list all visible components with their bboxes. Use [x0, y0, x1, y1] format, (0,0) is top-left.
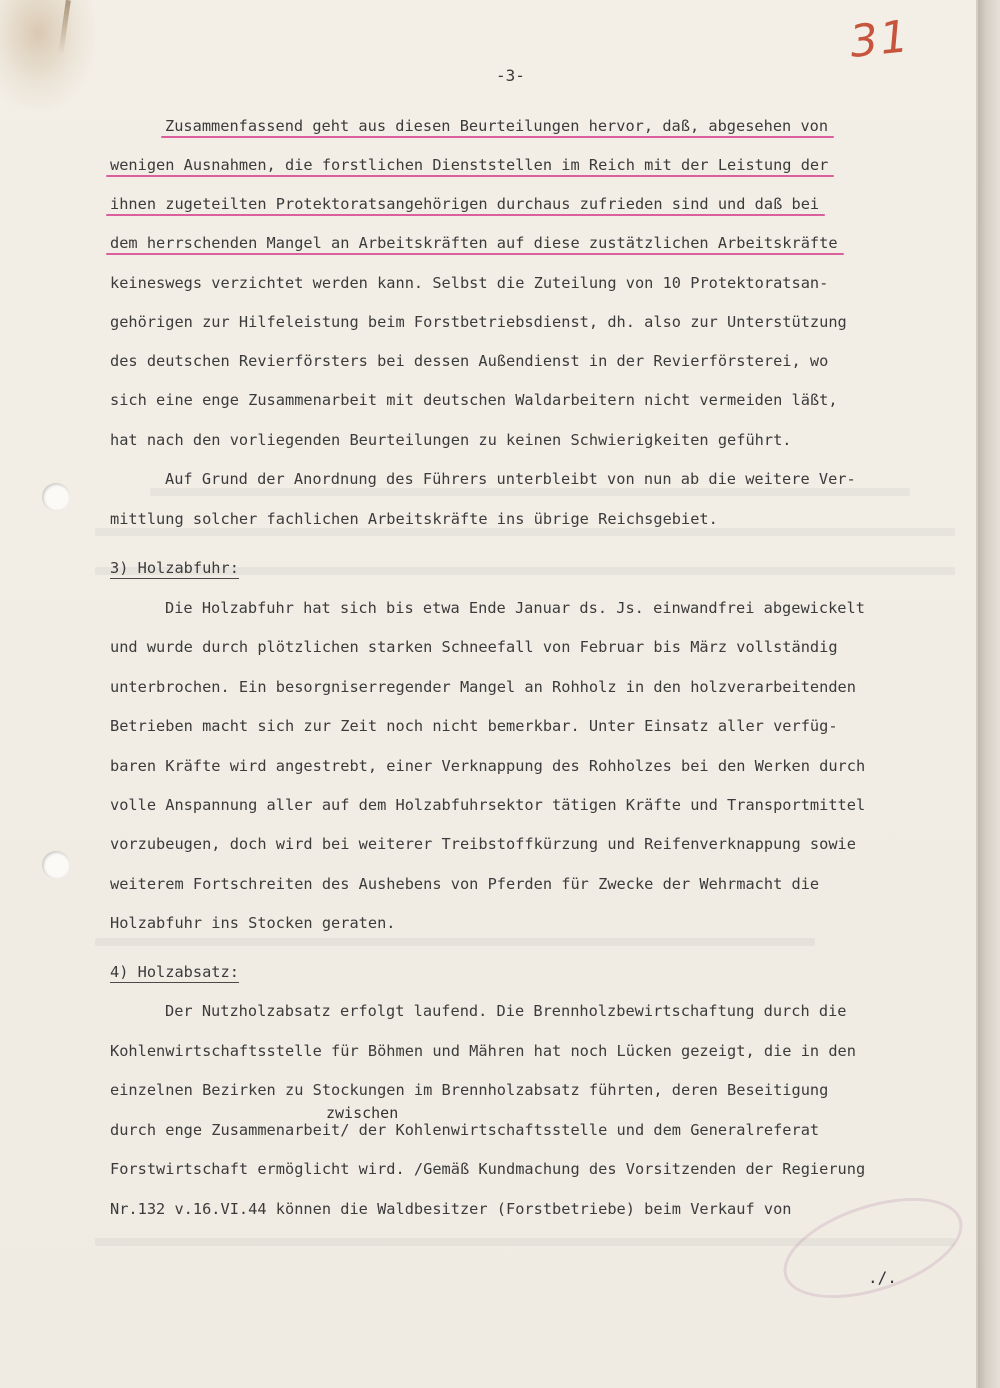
text-line: einzelnen Bezirken zu Stockungen im Brennholzabsatz führten, deren Beseitigung — [110, 1081, 829, 1099]
text-line: Auf Grund der Anordnung des Führers unterbleibt von nun ab die weitere Ver- — [165, 470, 856, 488]
text-line: dem herrschenden Mangel an Arbeitskräften auf diese zustätzlichen Arbeitskräfte — [110, 233, 838, 255]
faded-stamp — [771, 1178, 974, 1317]
text-line: ihnen zugeteilten Protektoratsangehörigen durchaus zufrieden sind und daß bei — [110, 194, 819, 216]
text-line: mittlung solcher fachlichen Arbeitskräfte ins übrige Reichsgebiet. — [110, 510, 718, 528]
paper-stain — [0, 0, 95, 110]
section-heading: 3) Holzabfuhr: — [110, 559, 239, 577]
punch-hole-top — [42, 483, 70, 511]
text-line: Zusammenfassend geht aus diesen Beurteilungen hervor, daß, abgesehen von — [165, 116, 828, 138]
folio-number: 31 — [847, 11, 913, 68]
punch-hole-bottom — [42, 851, 70, 879]
text-line: Holzabfuhr ins Stocken geraten. — [110, 914, 396, 932]
page-edge — [978, 0, 1000, 1388]
text-line: baren Kräfte wird angestrebt, einer Verknappung des Rohholzes bei den Werken durch — [110, 757, 866, 775]
text-line: und wurde durch plötzlichen starken Schneefall von Februar bis März vollständig — [110, 638, 838, 656]
section-heading: 4) Holzabsatz: — [110, 963, 239, 981]
text-line: durch enge Zusammenarbeit/ der Kohlenwirtschaftsstelle und dem Generalreferat — [110, 1121, 820, 1139]
text-line: des deutschen Revierförsters bei dessen Außendienst in der Revierförsterei, wo — [110, 352, 829, 370]
interlinear-insertion: zwischen — [326, 1104, 399, 1122]
bleed-through-text — [95, 1238, 955, 1246]
continuation-mark: ./. — [868, 1268, 897, 1287]
bleed-through-text — [95, 938, 815, 946]
text-line: sich eine enge Zusammenarbeit mit deutschen Waldarbeitern nicht vermeiden läßt, — [110, 391, 838, 409]
text-line: Forstwirtschaft ermöglicht wird. /Gemäß Kundmachung des Vorsitzenden der Regierung — [110, 1160, 866, 1178]
text-line: gehörigen zur Hilfeleistung beim Forstbetriebsdienst, dh. also zur Unterstützung — [110, 313, 847, 331]
text-line: Kohlenwirtschaftsstelle für Böhmen und Mähren hat noch Lücken gezeigt, die in den — [110, 1042, 856, 1060]
text-line: Die Holzabfuhr hat sich bis etwa Ende Januar ds. Js. einwandfrei abgewickelt — [165, 599, 865, 617]
page-number: -3- — [496, 66, 525, 85]
text-line: weiterem Fortschreiten des Aushebens von Pferden für Zwecke der Wehrmacht die — [110, 875, 820, 893]
text-line: hat nach den vorliegenden Beurteilungen zu keinen Schwierigkeiten geführt. — [110, 431, 792, 449]
text-line: volle Anspannung aller auf dem Holzabfuhrsektor tätigen Kräfte und Transportmittel — [110, 796, 866, 814]
text-line: Der Nutzholzabsatz erfolgt laufend. Die Brennholzbewirtschaftung durch die — [165, 1002, 847, 1020]
text-line: wenigen Ausnahmen, die forstlichen Dienststellen im Reich mit der Leistung der — [110, 155, 828, 177]
text-line: Nr.132 v.16.VI.44 können die Waldbesitzer (Forstbetriebe) beim Verkauf von — [110, 1200, 792, 1218]
text-line: keineswegs verzichtet werden kann. Selbst die Zuteilung von 10 Protektoratsan- — [110, 274, 829, 292]
text-line: Betrieben macht sich zur Zeit noch nicht bemerkbar. Unter Einsatz aller verfüg- — [110, 717, 838, 735]
text-line: unterbrochen. Ein besorgniserregender Mangel an Rohholz in den holzverarbeitenden — [110, 678, 856, 696]
text-line: vorzubeugen, doch wird bei weiterer Treibstoffkürzung und Reifenverknappung sowie — [110, 835, 856, 853]
